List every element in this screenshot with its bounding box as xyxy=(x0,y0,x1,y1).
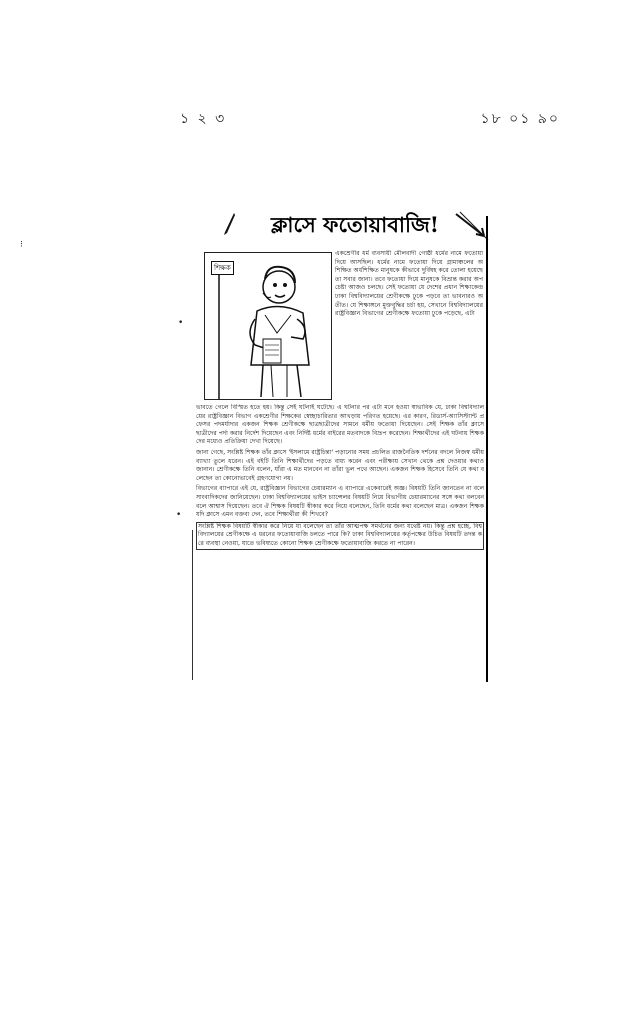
article-headline: ক্লাসে ফতোয়াবাজি! xyxy=(270,211,440,237)
arrow-mark-icon xyxy=(454,210,490,242)
margin-rule xyxy=(192,530,193,680)
pen-stroke-icon xyxy=(222,212,236,236)
article-paragraph: বিভাগের ব্যাপারে এই যে, রাষ্ট্রবিজ্ঞান বিভাগের চেয়ারম্যান এ ব্যাপারে একেবারেই অজ্ঞ। বিষয়টি তিনি জানতেন না বলে সাংবাদিকদের জানিয়েছেন। ঢাকা বিশ্ববিদ্যালয়ের ভাইস চ্যান্সেলর বিষয়টি নিয়ে বিভাগীয় চেয়ারম্যানের সঙ্গে কথা বলবেন বলে আশ্বাস দিয়েছেন। তবে ঐ শিক্ষক বিষয়টি স্বীকার করে নিয়ে বলেছেন, তিনি ধর্মের কথা বলেছেন মাত্র। একজন শিক্ষক যদি ক্লাসে এমন বক্তব্য দেন, তবে শিক্ষার্থীরা কী শিখবে? xyxy=(196,485,484,519)
header-scrawl-right: ১৮ ০১ ৯০ xyxy=(480,111,560,127)
article-intro-column: একশ্রেণীর ধর্ম ব্যবসায়ী মৌলবাদী গোষ্ঠী ধর্মের নামে ফতোয়া দিয়ে আসছিল। ধর্মের নামে ফতোয়া দিয়ে গ্রামাঞ্চলের অশিক্ষিত অর্ধশিক্ষিত মানুষকে কীভাবে দুর্বিষহ করে তোলা হয়েছে তা সবার জানা। তবে ফতোয়া দিয়ে মানুষকে বিভ্রান্ত করার অপচেষ্টা আজও চলছে। সেই ফতোয়া যে দেশের প্রধান শিক্ষাকেন্দ্র ঢাকা বিশ্ববিদ্যালয়ের শ্রেণীকক্ষে ঢুকে পড়বে তা ভাবনারও অতীত। যে শিক্ষাঙ্গনে মুক্তবুদ্ধির চর্চা হয়, সেখানে বিশ্ববিদ্যালয়ের রাষ্ট্রবিজ্ঞান বিভাগের শ্রেণীকক্ষে ফতোয়া ঢুকে পড়েছে, এটা xyxy=(335,250,483,318)
article-paragraph: জানা গেছে, সংশ্লিষ্ট শিক্ষক তাঁর ক্লাসে 'ইসলামে রাষ্ট্রচিন্তা' পড়ানোর সময় প্রচলিত রাজনৈতিক দর্শনের বদলে নিজস্ব ধর্মীয় ব্যাখ্যা তুলে ধরেন। এই বইটি তিনি শিক্ষার্থীদের পড়তে বাধ্য করেন এবং পরীক্ষায় সেখান থেকে প্রশ্ন দেওয়ার কথাও জানান। শ্রেণীকক্ষে তিনি বলেন, যাঁরা এ মত মানবেন না তাঁরা ভুল পথে আছেন। একজন শিক্ষক হিসেবে তিনি যে কথা বলেছেন তা কোনোভাবেই গ্রহণযোগ্য নয়। xyxy=(196,448,484,482)
article-body xyxy=(196,404,484,682)
article-paragraph: সংশ্লিষ্ট শিক্ষক বিষয়টি স্বীকার করে নিয়ে যা বলেছেন তা তাঁর আত্মপক্ষ সমর্থনের জন্য যথেষ্ট নয়। কিন্তু প্রশ্ন হচ্ছে, বিশ্ববিদ্যালয়ের শ্রেণীকক্ষে এ ধরনের ফতোয়াবাজি চলতে পারে কি? ঢাকা বিশ্ববিদ্যালয়ের কর্তৃপক্ষের উচিত বিষয়টি তদন্ত করে ব্যবস্থা নেওয়া, যাতে ভবিষ্যতে কোনো শিক্ষক শ্রেণীকক্ষে ফতোয়াবাজি করতে না পারেন। xyxy=(196,522,484,550)
header-scrawl xyxy=(180,108,560,130)
article-cartoon xyxy=(204,252,332,400)
newspaper-clipping xyxy=(192,208,492,684)
cartoon-label: শিক্ষক xyxy=(211,261,234,275)
headline-row xyxy=(192,208,492,244)
margin-mark: • xyxy=(176,510,182,520)
column-rule xyxy=(486,216,488,682)
margin-mark: • xyxy=(178,318,184,328)
header-scrawl-left: ১ ২ ৩ xyxy=(180,111,227,127)
article-paragraph: ভাবতে গেলে বিস্মিত হতে হয়। কিন্তু সেই ঘটনাই ঘটেছে। এ ঘটনার পর এটা মনে হওয়া স্বাভাবিক যে, ঢাকা বিশ্ববিদ্যালয়ের রাষ্ট্রবিজ্ঞান বিভাগ একশ্রেণীর শিক্ষকের স্বেচ্ছাচারিতার আখড়ায় পরিণত হয়েছে। এর কারণ, রিডার্স-অ্যাসিস্ট্যান্ট প্রফেসর পদমর্যাদার একজন শিক্ষক শ্রেণীকক্ষে ছাত্রছাত্রীদের সামনে ধর্মীয় ফতোয়া দিয়েছেন। সেই শিক্ষক তাঁর ক্লাসে ছাত্রীদের পর্দা করার নির্দেশ দিয়েছেন এবং নির্দিষ্ট ধর্মের বাইরের মতবাদকে বিদ্রূপ করেছেন। শিক্ষার্থীদের এই ঘটনায় শিক্ষকদের মধ্যেও প্রতিক্রিয়া দেখা দিয়েছে। xyxy=(196,404,484,446)
margin-mark: ⁝ xyxy=(20,240,23,250)
